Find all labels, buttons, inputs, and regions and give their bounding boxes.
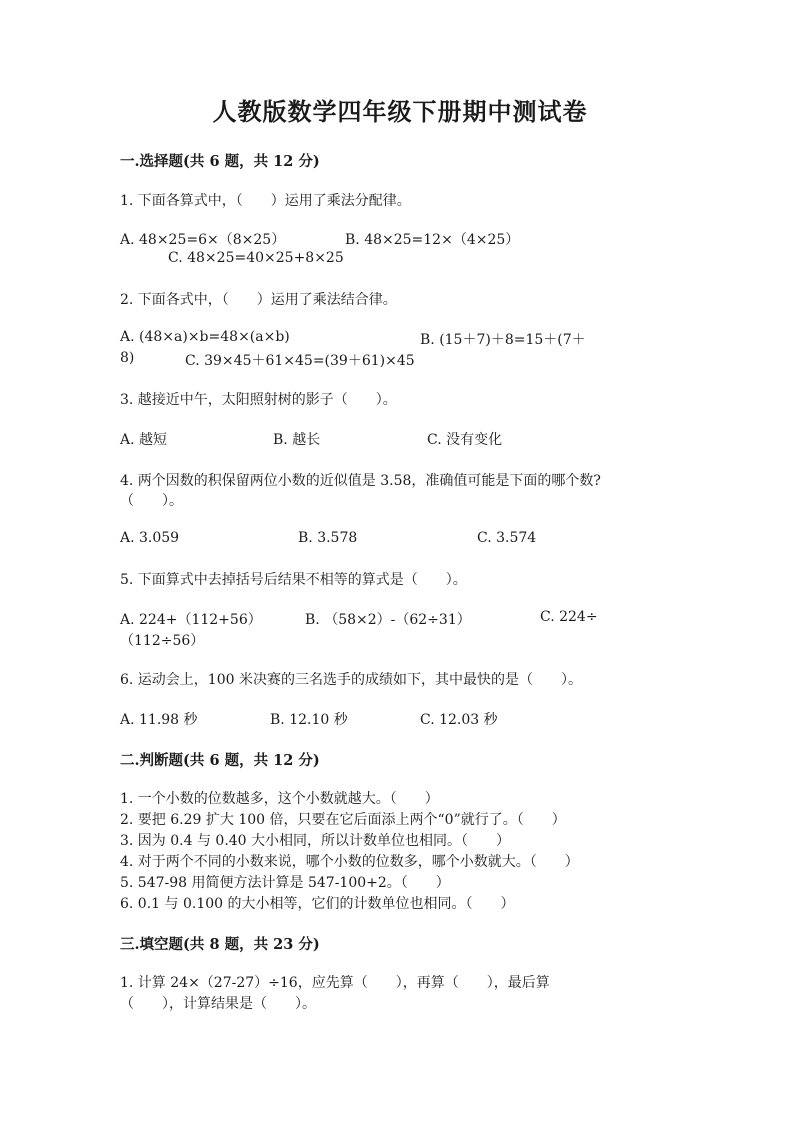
option-b: B. 48×25=12×（4×25） [345, 232, 520, 248]
question-stem: 1. 计算 24×（27-27）÷16，应先算（ ），再算（ ），最后算 [120, 975, 550, 991]
option-a: A. (48×a)×b=48×(a×b) [120, 329, 290, 345]
option-a: A. 224+（112+56） [120, 612, 262, 628]
judgement-item: 3. 因为 0.4 与 0.40 大小相同，所以计数单位也相同。（ ） [120, 833, 511, 849]
question-stem-continued: （ ），计算结果是（ ）。 [120, 996, 316, 1012]
question-stem: 1. 下面各算式中，（ ）运用了乘法分配律。 [120, 193, 411, 209]
option-c-continued: （112÷56） [120, 633, 205, 649]
question-stem-continued: （ ）。 [120, 493, 183, 509]
option-b: B. （58×2）-（62÷31） [305, 612, 471, 628]
judgement-item: 1. 一个小数的位数越多，这个小数就越大。（ ） [120, 791, 439, 807]
option-c: C. 224÷ [540, 609, 598, 625]
section-heading-fill-blank: 三.填空题(共 8 题，共 23 分) [120, 936, 320, 953]
option-b: B. (15＋7)＋8=15＋(7＋ [420, 332, 586, 348]
option-a: A. 越短 [120, 432, 168, 448]
option-c: C. 12.03 秒 [420, 712, 498, 728]
question-stem: 6. 运动会上，100 米决赛的三名选手的成绩如下，其中最快的是（ ）。 [120, 672, 582, 688]
option-a: A. 11.98 秒 [120, 712, 198, 728]
option-c: C. 39×45＋61×45=(39＋61)×45 [185, 353, 415, 369]
option-c: C. 3.574 [477, 530, 537, 546]
option-a: A. 3.059 [120, 530, 180, 546]
page-title: 人教版数学四年级下册期中测试卷 [212, 97, 588, 126]
option-a: A. 48×25=6×（8×25） [120, 232, 286, 248]
question-stem: 2. 下面各式中，（ ）运用了乘法结合律。 [120, 292, 397, 308]
question-stem: 5. 下面算式中去掉括号后结果不相等的算式是（ ）。 [120, 572, 467, 588]
question-stem: 3. 越接近中午，太阳照射树的影子（ ）。 [120, 392, 397, 408]
judgement-item: 6. 0.1 与 0.100 的大小相等，它们的计数单位也相同。（ ） [120, 896, 515, 912]
option-b: B. 越长 [273, 432, 321, 448]
option-b: B. 3.578 [298, 530, 358, 546]
option-c: C. 没有变化 [427, 432, 503, 448]
option-c: C. 48×25=40×25+8×25 [168, 250, 344, 266]
question-stem: 4. 两个因数的积保留两位小数的近似值是 3.58，准确值可能是下面的哪个数? [120, 473, 601, 489]
section-heading-judgement: 二.判断题(共 6 题，共 12 分) [120, 752, 320, 769]
judgement-item: 4. 对于两个不同的小数来说，哪个小数的位数多，哪个小数就大。（ ） [120, 854, 579, 870]
section-heading-choice: 一.选择题(共 6 题，共 12 分) [120, 153, 320, 170]
judgement-item: 5. 547-98 用简便方法计算是 547-100+2。（ ） [120, 875, 450, 891]
option-b: B. 12.10 秒 [270, 712, 348, 728]
judgement-item: 2. 要把 6.29 扩大 100 倍，只要在它后面添上两个“0”就行了。（ ） [120, 812, 566, 828]
option-b-continued: 8) [120, 350, 135, 366]
